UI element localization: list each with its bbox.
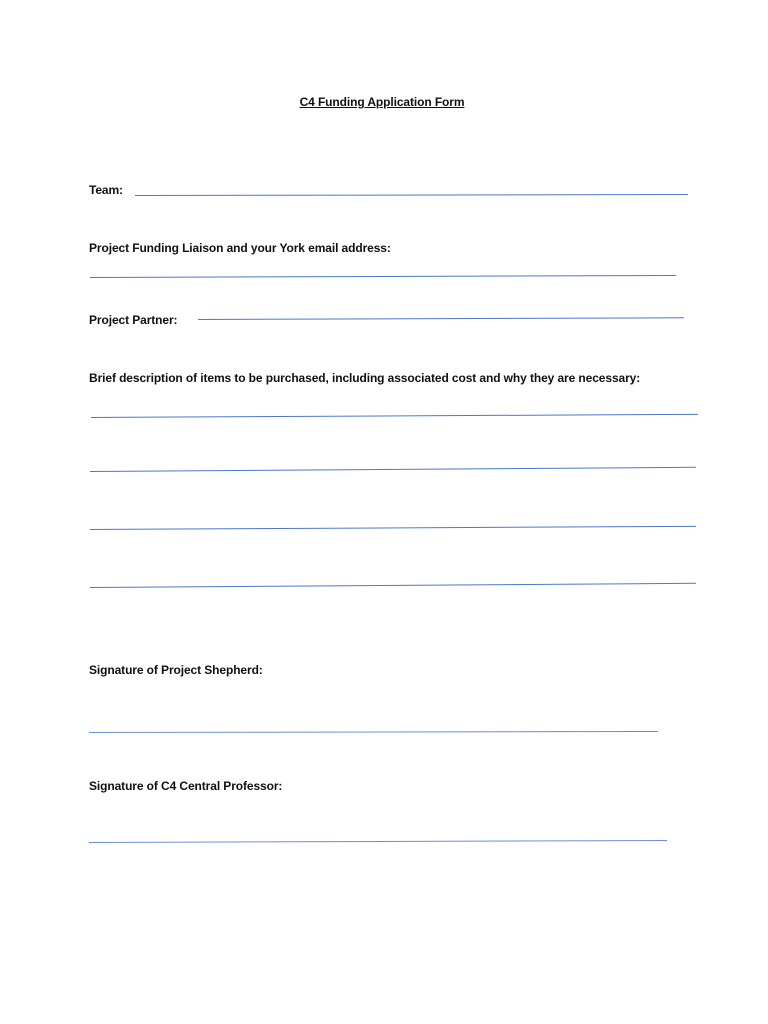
description-entry-line-1[interactable]	[91, 414, 698, 418]
description-entry-line-3[interactable]	[90, 526, 696, 530]
shepherd-signature-line[interactable]	[89, 731, 658, 733]
liaison-entry-line[interactable]	[90, 275, 676, 278]
description-entry-line-4[interactable]	[90, 583, 696, 588]
professor-signature-label: Signature of C4 Central Professor:	[89, 779, 283, 793]
partner-entry-line[interactable]	[198, 317, 684, 320]
professor-signature-line[interactable]	[89, 840, 667, 843]
team-entry-line[interactable]	[135, 194, 688, 196]
description-entry-line-2[interactable]	[90, 467, 696, 472]
shepherd-signature-label: Signature of Project Shepherd:	[89, 663, 263, 677]
team-label: Team:	[89, 183, 123, 197]
description-label: Brief description of items to be purchased, including associated cost and why they are necessary:	[89, 371, 641, 385]
form-title: C4 Funding Application Form	[299, 95, 465, 109]
partner-label: Project Partner:	[89, 313, 178, 327]
liaison-label: Project Funding Liaison and your York email address:	[89, 241, 391, 255]
